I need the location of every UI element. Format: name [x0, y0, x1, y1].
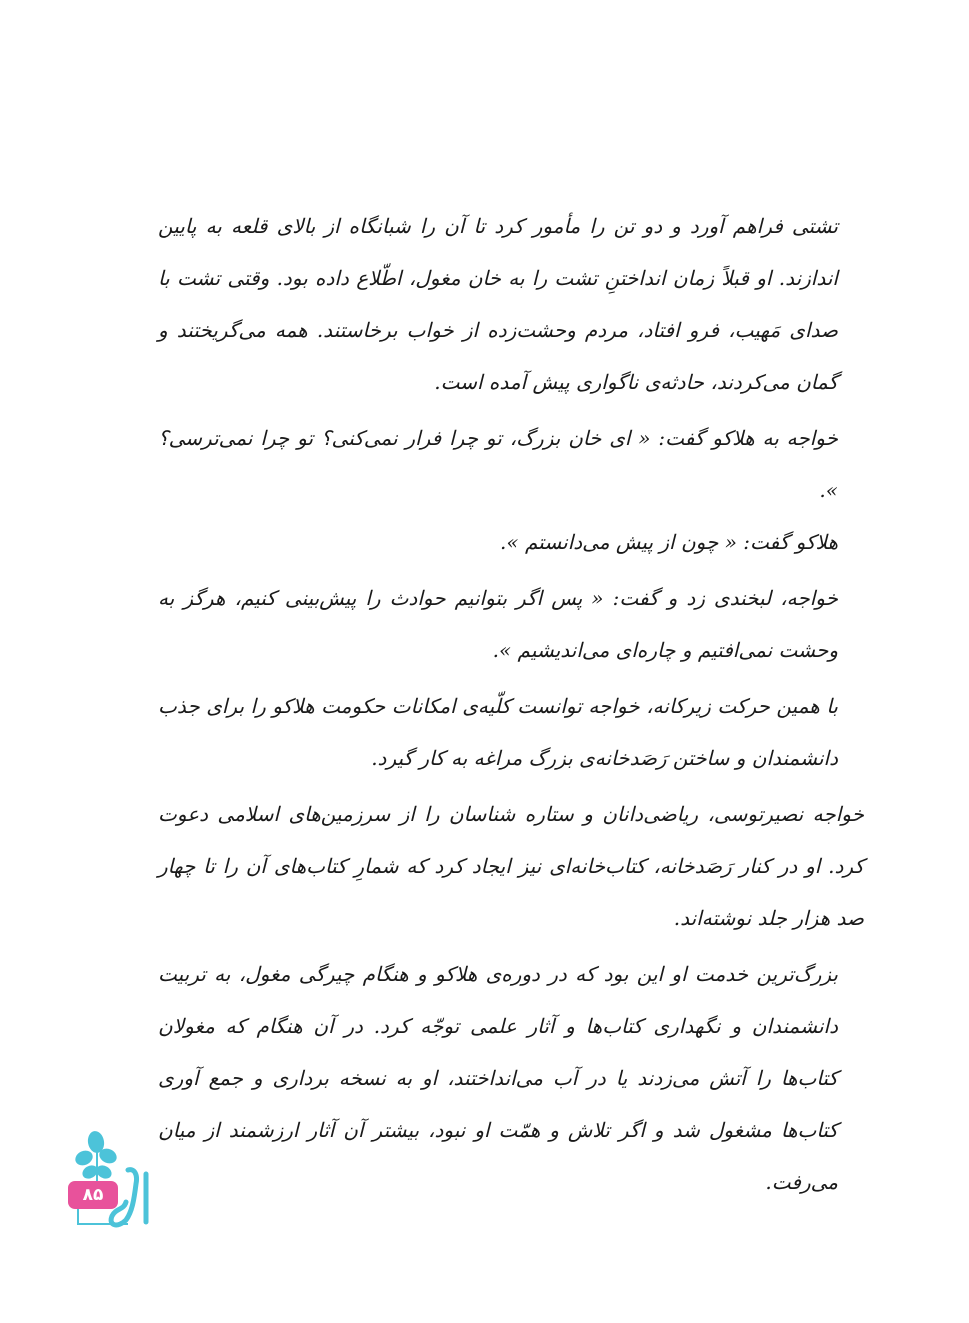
- farsi-book-logo: [68, 1128, 158, 1228]
- paragraph: تشتی فراهم آورد و دو تن را مأمور کرد تا آن را شبانگاه از بالای قلعه به پایین اندازند. او قبلاً زمان انداختنِ تشت را به خان مغول، اطّلاع داده بود. وقتی تشت با صدای مَهیب، فرو افتاد، مردم وحشت‌زده از خواب برخاستند. همه می‌گریختند و گمان می‌کردند، حادثه‌ی ناگواری پیش آمده است.: [158, 214, 838, 394]
- paragraph: خواجه به هلاکو گفت: « ای خان بزرگ، تو چرا فرار نمی‌کنی؟ تو چرا نمی‌ترسی؟ ».: [158, 426, 838, 502]
- paragraph: با همین حرکت زیرکانه، خواجه توانست کلّیه‌ی امکانات حکومت هلاکو را برای جذب دانشمندان و ساختن رَصَدخانه‌ی بزرگ مراغه به کار گیرد.: [158, 694, 838, 770]
- flower-leaf-icon: [68, 1128, 158, 1228]
- paragraph: خواجه، لبخندی زد و گفت: « پس اگر بتوانیم حوادث را پیش‌بینی کنیم، هرگز به وحشت نمی‌افتیم و چاره‌ای می‌اندیشیم ».: [158, 586, 838, 662]
- page-number-badge: ۸۵: [68, 1181, 118, 1209]
- paragraph: بزرگ‌ترین خدمت او این بود که در دوره‌ی هلاکو و هنگام چیرگی مغول، به تربیت دانشمندان و نگهداری کتاب‌ها و آثار علمی توجّه کرد. در آن هنگام که مغولان کتاب‌ها را آتش می‌زدند یا در آب می‌انداختند، او به نسخه برداری و جمع آوری کتاب‌ها مشغول شد و اگر تلاش و همّت او نبود، بیشتر آن آثار ارزشمند از میان می‌رفت.: [158, 962, 838, 1194]
- paragraph: هلاکو گفت: « چون از پیش می‌دانستم ».: [500, 530, 838, 554]
- paragraph: خواجه نصیرتوسی، ریاضی‌دانان و ستاره شناسان را از سرزمین‌های اسلامی دعوت کرد. او در کنار رَصَدخانه، کتاب‌خانه‌ای نیز ایجاد کرد که شمارِ کتاب‌های آن را تا چهار صد هزار جلد نوشته‌اند.: [158, 802, 864, 930]
- body-text: [158, 200, 864, 1208]
